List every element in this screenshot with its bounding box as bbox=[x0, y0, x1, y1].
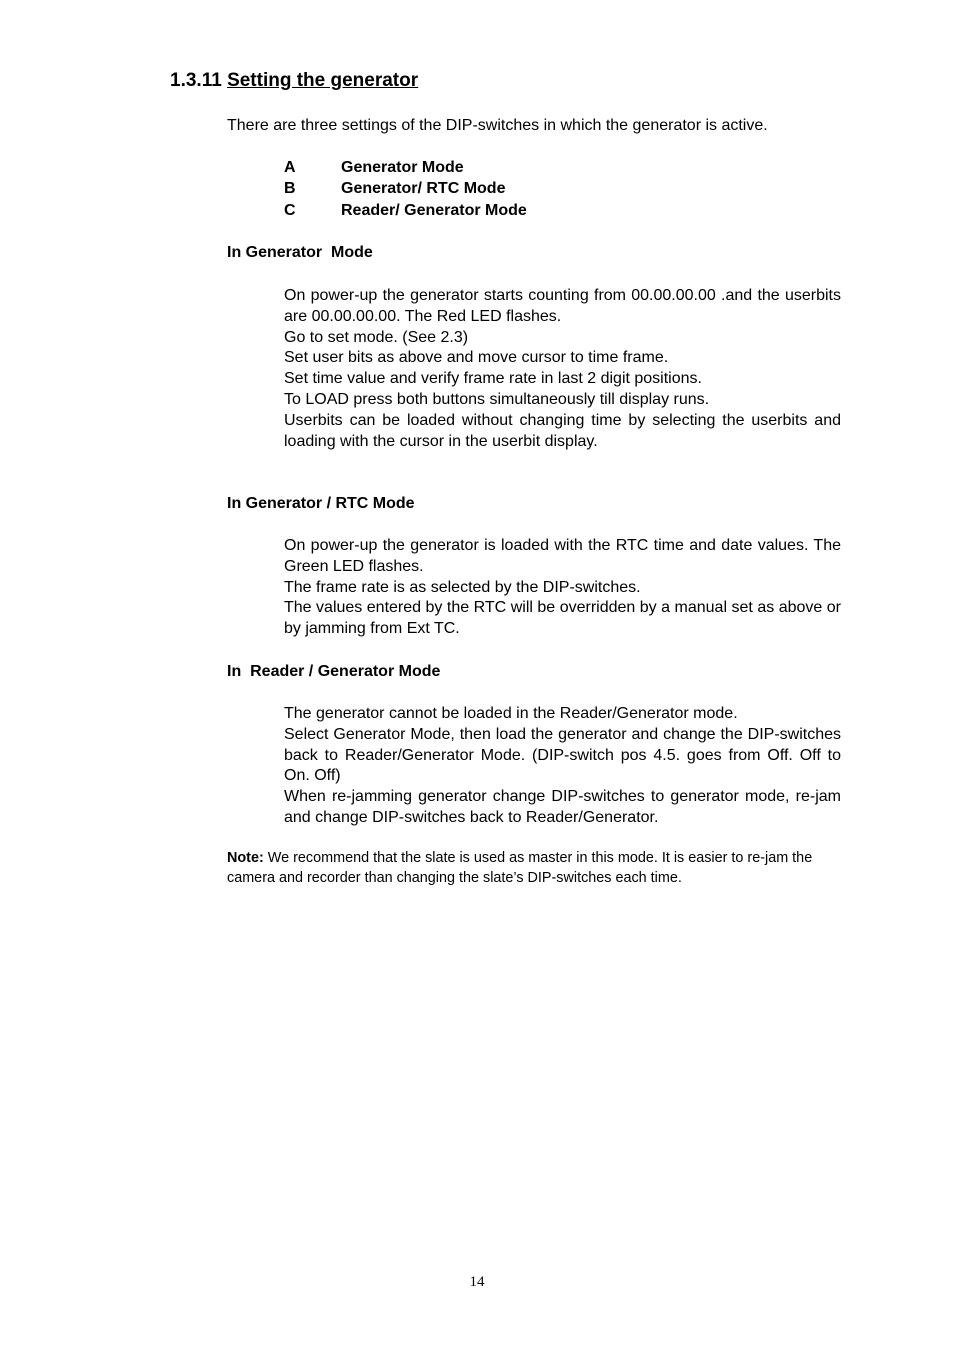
paragraph: Set user bits as above and move cursor to time frame. bbox=[284, 349, 669, 367]
mode-item bbox=[284, 178, 527, 199]
mode-label: Generator Mode bbox=[341, 159, 464, 176]
mode-letter: A bbox=[284, 159, 296, 176]
generator-rtc-mode-body bbox=[284, 536, 841, 640]
paragraph: Userbits can be loaded without changing time by selecting the userbits and loading with the cursor in the userbit display. bbox=[284, 411, 841, 450]
paragraph: On power-up the generator starts counting from 00.00.00.00 .and the userbits are 00.00.00.00. The Red LED flashes. bbox=[284, 287, 841, 325]
intro-text: There are three settings of the DIP-switches in which the generator is active. bbox=[227, 117, 768, 134]
section-number: 1.3.11 bbox=[170, 70, 222, 91]
paragraph: To LOAD press both buttons simultaneously till display runs. bbox=[284, 390, 710, 408]
paragraph: Go to set mode. (See 2.3) bbox=[284, 328, 469, 346]
mode-letter: B bbox=[284, 180, 296, 198]
paragraph: The frame rate is as selected by the DIP-switches. bbox=[284, 578, 641, 596]
note bbox=[227, 849, 841, 888]
paragraph: On power-up the generator is loaded with the RTC time and date values. The Green LED flashes. bbox=[284, 537, 841, 575]
section-title: Setting the generator bbox=[227, 70, 419, 91]
mode-letter: C bbox=[284, 201, 296, 219]
section-heading bbox=[170, 69, 418, 93]
generator-mode-heading: In Generator Mode bbox=[227, 244, 373, 261]
paragraph: Select Generator Mode, then load the generator and change the DIP-switches back to Reader/Generator Mode. (DIP-switch pos 4.5. goes from Off. Off to On. Off) bbox=[284, 725, 841, 785]
reader-generator-mode-heading: In Reader / Generator Mode bbox=[227, 663, 441, 680]
paragraph: When re-jamming generator change DIP-switches to generator mode, re-jam and change DIP-switches back to Reader/Generator. bbox=[284, 788, 841, 826]
mode-list bbox=[284, 157, 527, 221]
generator-rtc-mode-heading: In Generator / RTC Mode bbox=[227, 495, 415, 512]
mode-label: Reader/ Generator Mode bbox=[341, 201, 527, 219]
generator-mode-body bbox=[284, 286, 841, 452]
page-number: 14 bbox=[469, 1274, 485, 1290]
mode-label: Generator/ RTC Mode bbox=[341, 180, 506, 198]
paragraph: The generator cannot be loaded in the Reader/Generator mode. bbox=[284, 705, 738, 722]
paragraph: The values entered by the RTC will be overridden by a manual set as above or by jamming from Ext TC. bbox=[284, 599, 841, 638]
note-text: We recommend that the slate is used as master in this mode. It is easier to re-jam the camera and recorder than changing the slate’s DIP-switches each time. bbox=[227, 850, 813, 886]
reader-generator-mode-body bbox=[284, 704, 841, 829]
mode-item bbox=[284, 200, 527, 221]
note-label: Note: bbox=[227, 850, 264, 866]
paragraph: Set time value and verify frame rate in last 2 digit positions. bbox=[284, 370, 702, 388]
mode-item bbox=[284, 157, 527, 178]
